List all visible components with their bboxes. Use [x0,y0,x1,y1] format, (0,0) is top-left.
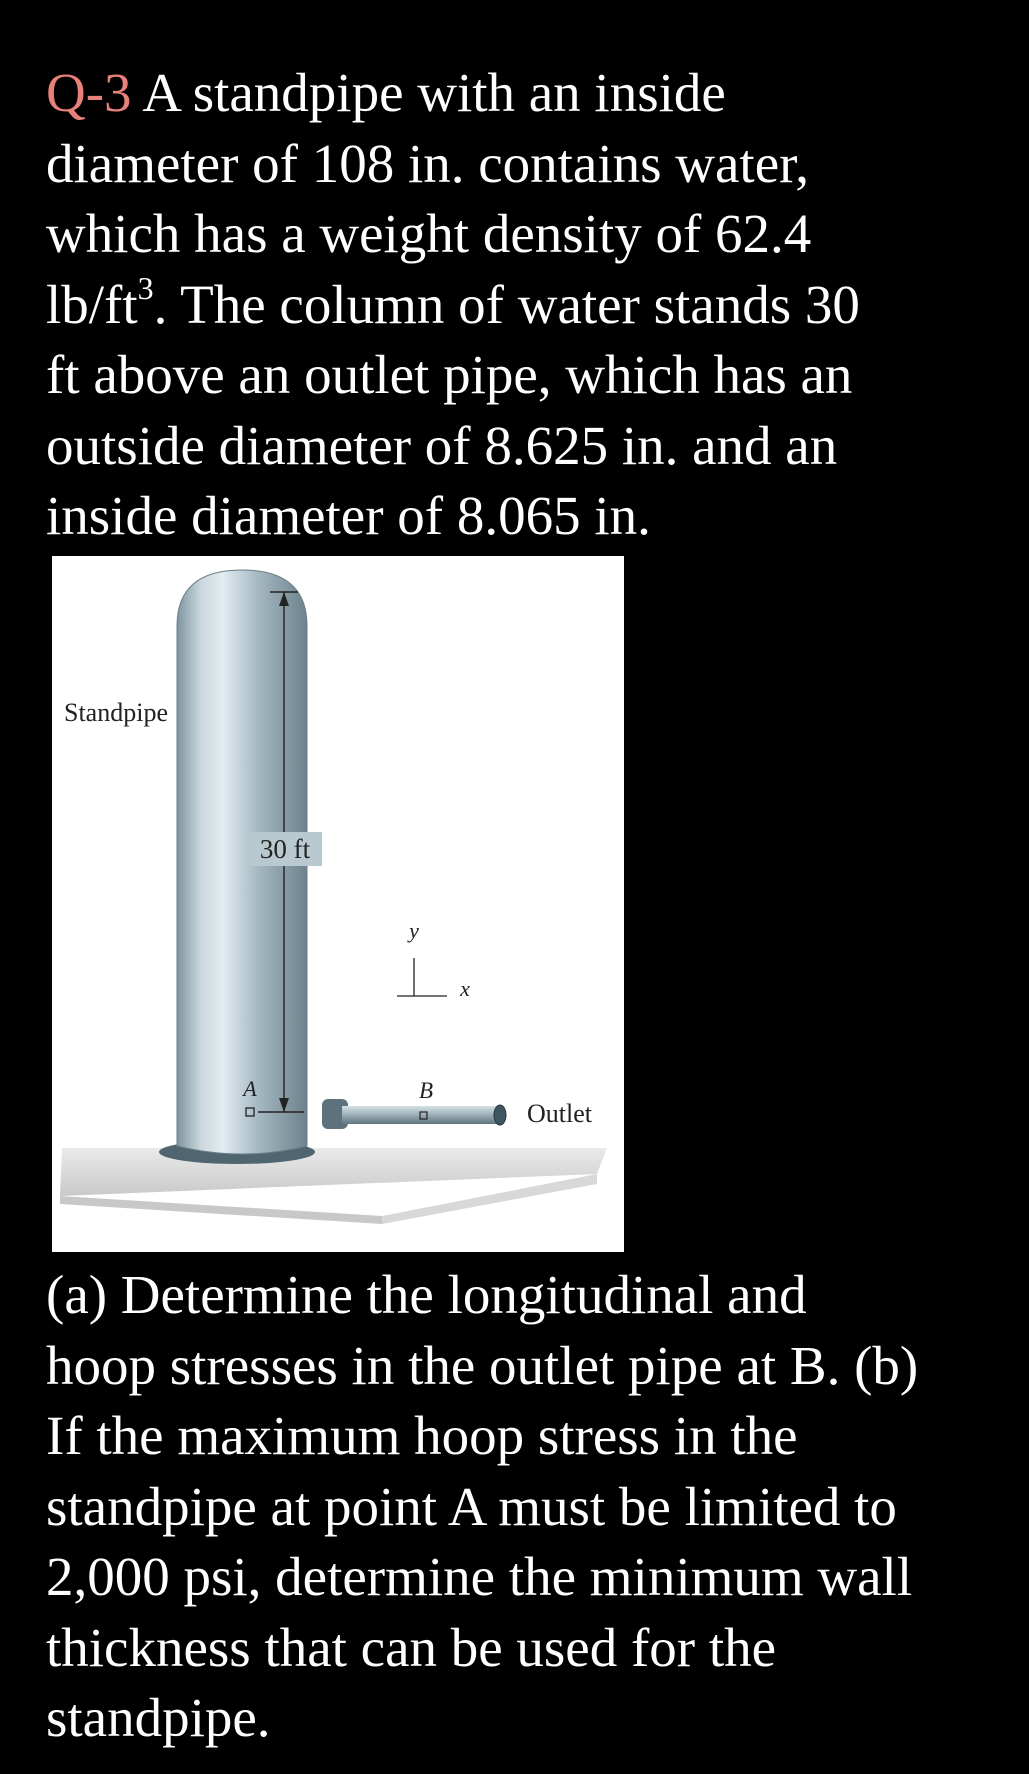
task-statement [46,1260,1006,1754]
base-slab-front [60,1196,382,1224]
standpipe-figure [52,556,624,1252]
statement-line-1: Q-3 A standpipe with an inside [46,62,726,123]
statement-line-4: $lb/ft^3$. The column of water stands 30 [46,269,860,335]
task-line-5: 2,000 psi, determine the minimum wall [46,1546,913,1607]
statement-line-2: diameter of 108 in. contains water, [46,132,809,194]
point-b-label: B [418,1078,434,1103]
statement-line-5: ft above an outlet pipe, which has an [46,344,853,405]
task-line-7: standpipe. [46,1687,271,1748]
statement-line-6: outside diameter of 8.625 in. and an [46,414,838,476]
outlet-pipe [342,1106,500,1124]
task-line-4: standpipe at point A must be limited to [46,1475,897,1537]
outlet-pipe-end [494,1105,506,1125]
standpipe-label: Standpipe [64,698,168,727]
statement-line-3: which has a weight density of 62.4 [46,203,812,264]
y-axis-label: y [409,918,419,943]
outlet-label: Outlet [527,1099,592,1128]
problem-statement [46,58,1006,552]
height-label: 30 ft [259,834,311,864]
standpipe-illustration [52,556,624,1252]
task-line-3: If the maximum hoop stress in the [46,1405,798,1466]
statement-line-7: inside diameter of 8.065 in. [46,485,651,546]
cube-superscript: 3 [137,269,154,306]
task-line-1: (a) Determine the longitudinal and [46,1264,807,1325]
base-slab-side [382,1174,597,1224]
x-axis-label: x [460,976,470,1001]
task-line-6: thickness that can be used for the [46,1616,777,1678]
point-a-label: A [243,1076,257,1101]
question-label: Q-3 [46,62,132,123]
task-line-2: hoop stresses in the outlet pipe at B. (b) [46,1334,919,1396]
